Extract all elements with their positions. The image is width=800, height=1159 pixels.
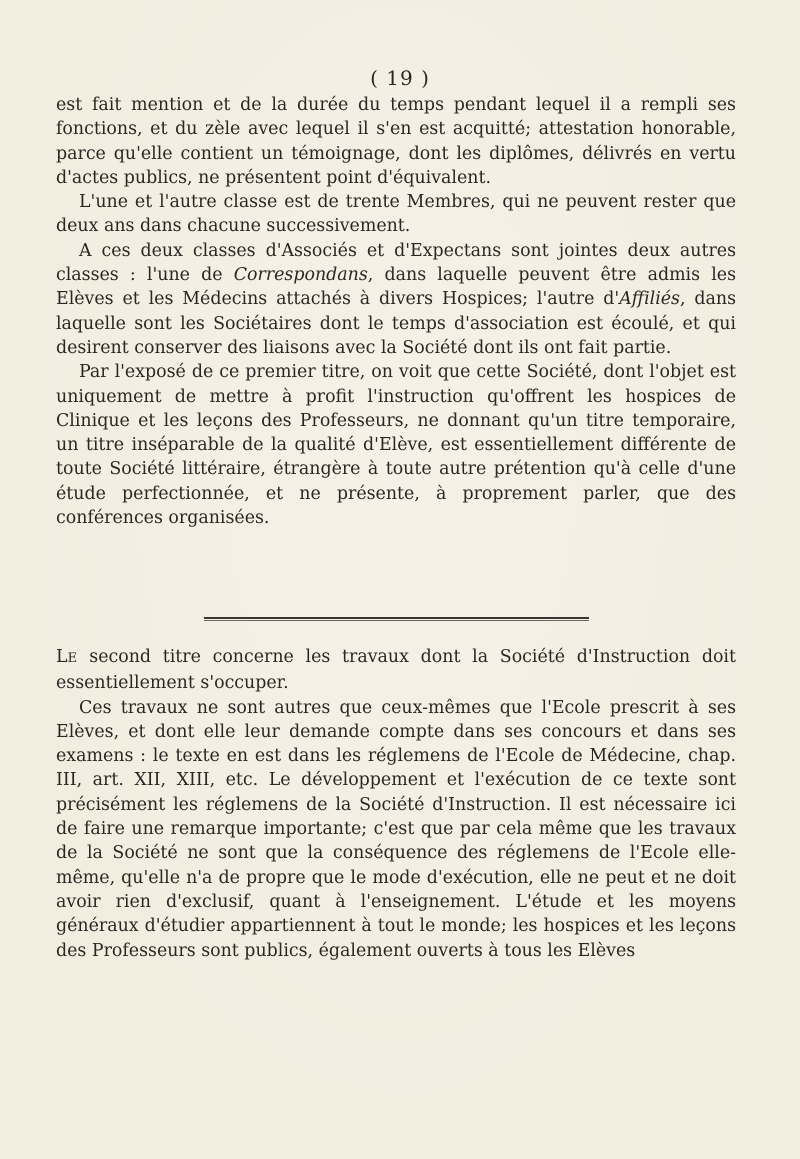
section-divider [204,617,589,621]
paragraph-other-classes-c: , dans laquelle sont les Sociétaires dont le temps d'association est écoulé, et qui desirent conserver des liaisons avec la Société dont ils ont fait partie. [56,289,737,358]
smallcaps-letters: E [67,651,78,666]
paragraph-other-classes-b: , dans laquelle peuvent être admis les Elèves et les Médecins attachés à divers Hospices; l'autre d' [56,265,736,310]
term-correspondans: Correspondans [233,265,368,286]
paragraph-other-classes-a: A ces deux classes d'Associés et d'Expectans sont jointes deux autres classes : l'une de [56,240,736,286]
section-2-text [56,645,736,963]
drop-initial: L [56,647,68,667]
paragraph-membership: L'une et l'autre classe est de trente Membres, qui ne peuvent rester que deux ans dans chacune successivement. [56,192,736,237]
paragraph-works: Ces travaux ne sont autres que ceux-mêmes que l'Ecole prescrit à ses Elèves, et dont elle leur demande compte dans ses concours et dans ses examens : le texte en est dans les réglemens de l'Ecole de Médecine, chap. III, art. XII, XIII, etc. Le développement et l'exécution de ce texte sont précisément les réglemens de la Société d'Instruction. Il est nécessaire ici de faire une remarque importante; c'est que par cela même que les travaux de la Société ne sont que la conséquence des réglemens de l'Ecole elle-même, qu'elle n'a de propre que le mode d'exécution, elle ne peut et ne doit avoir rien d'exclusif, quant à l'enseignement. L'étude et les moyens généraux d'étudier appartiennent à tout le monde; les hospices et les leçons des Professeurs sont publics, également ouverts à tous les Elèves [56,697,736,961]
paragraph-second-title-rest: second titre concerne les travaux dont la Société d'Instruction doit essentiellement s'occuper. [56,647,736,694]
term-affilies: Affiliés [619,289,680,310]
paragraph-second-title [56,645,736,696]
page-number: ( 19 ) [370,66,430,90]
section-1-text [56,93,736,530]
paragraph-continuation: est fait mention et de la durée du temps pendant lequel il a rempli ses fonctions, et du zèle avec lequel il s'en est acquitté; attestation honorable, parce qu'elle contient un témoignage, dont les diplômes, délivrés en vertu d'actes publics, ne présentent point d'équivalent. [56,95,736,188]
paragraph-first-title-summary: Par l'exposé de ce premier titre, on voit que cette Société, dont l'objet est uniquement de mettre à profit l'instruction qu'offrent les hospices de Clinique et les leçons des Professeurs, ne donnant qu'un titre temporaire, un titre inséparable de la qualité d'Elève, est essentiellement différente de toute Société littéraire, étrangère à toute autre prétention qu'à celle d'une étude perfectionnée, et ne présente, à proprement parler, que des conférences organisées. [56,362,736,529]
paragraph-other-classes [56,239,736,360]
